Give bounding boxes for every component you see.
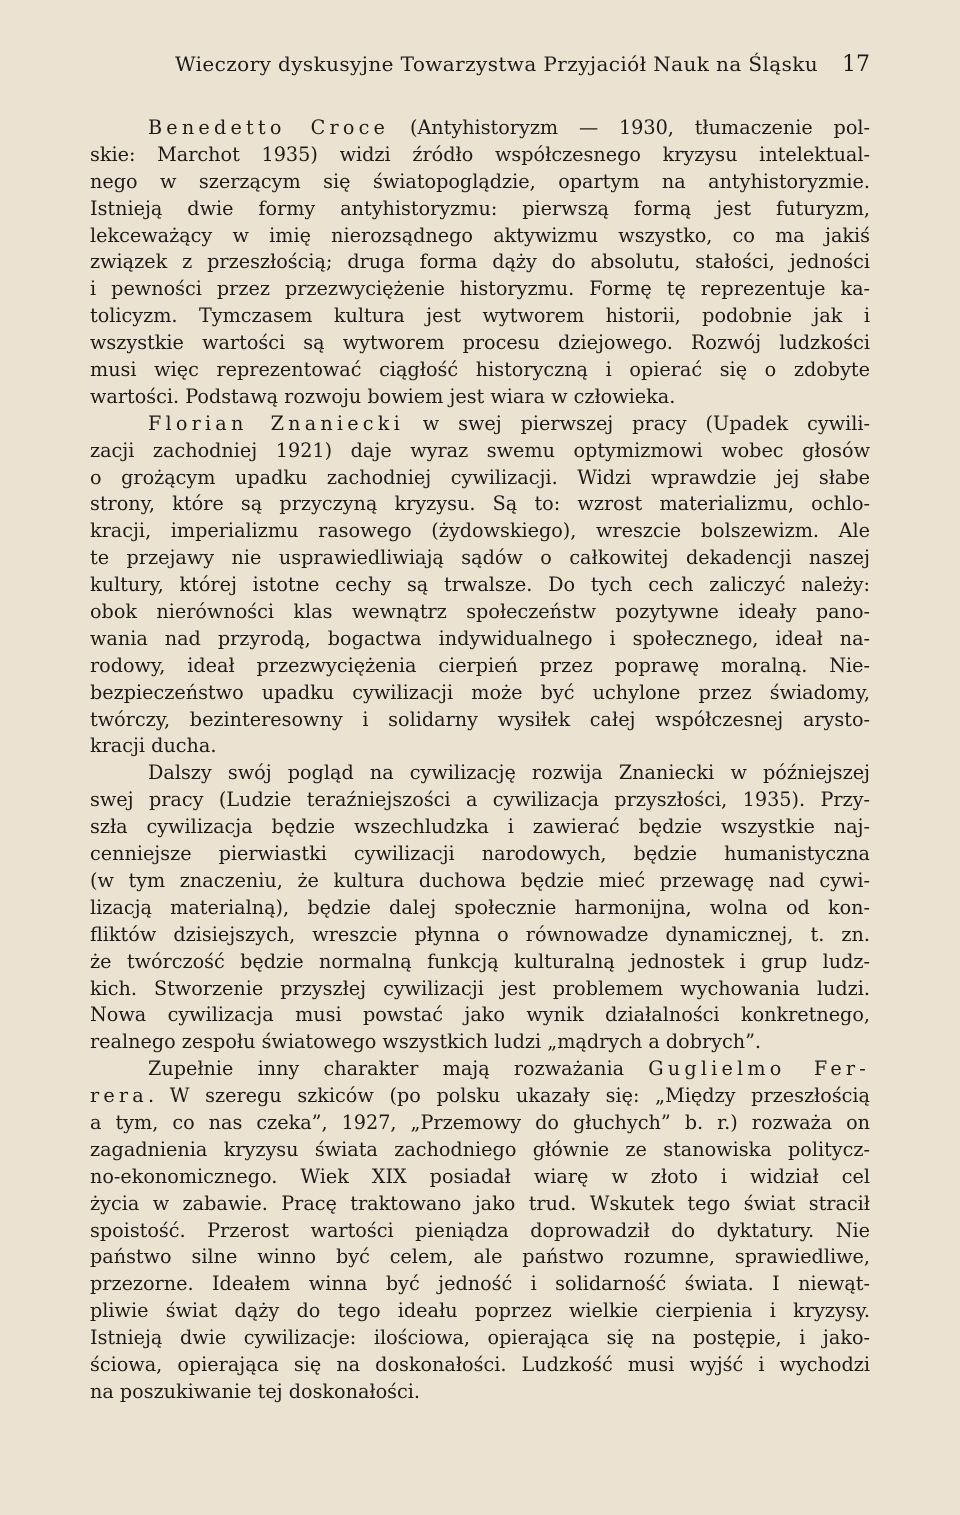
text-line: [90, 1164, 870, 1191]
line-text: ściowa, opierająca się na doskonałości. Ludzkość musi wyjść i wychodzi: [90, 1352, 870, 1376]
text-line: [90, 357, 870, 384]
line-text: związek z przeszłością; druga forma dąży do absolutu, stałości, jedności: [90, 250, 870, 274]
line-text: zacji zachodniej 1921) daje wyraz swemu optymizmowi wobec głosów: [90, 438, 870, 462]
line-text: lizacją materialną), będzie dalej społecznie harmonijna, wolna od kon-: [90, 895, 870, 919]
text-line: [90, 949, 870, 976]
line-text: życia w zabawie. Pracę traktowano jako trud. Wskutek tego świat stracił: [90, 1191, 870, 1215]
text-line: [90, 276, 870, 303]
line-text: wszystkie wartości są wytworem procesu dziejowego. Rozwój ludzkości: [90, 331, 870, 355]
line-text: zagadnienia kryzysu świata zachodniego głównie ze stanowiska politycz-: [90, 1137, 870, 1161]
line-text: szła cywilizacja będzie wszechludzka i zawierać będzie wszystkie naj-: [90, 815, 870, 839]
text-line: [90, 1244, 870, 1271]
text-line: [90, 1352, 870, 1379]
text-line: [90, 1002, 870, 1029]
text-line: [90, 518, 870, 545]
line-text: kracji, imperializmu rasowego (żydowskiego), wreszcie bolszewizm. Ale: [90, 519, 870, 543]
line-text: fliktów dzisiejszych, wreszcie płynna o równowadze dynamicznej, t. zn.: [90, 922, 870, 946]
line-text: . W szeregu szkiców (po polsku ukazały się: „Między przeszłością: [147, 1084, 870, 1108]
line-text: państwo silne winno być celem, ale państwo rozumne, sprawiedliwe,: [90, 1245, 870, 1269]
line-text: musi więc reprezentować ciągłość historyczną i opierać się o zdobyte: [90, 358, 870, 382]
text-line: [90, 787, 870, 814]
text-line: [90, 223, 870, 250]
text-line: [90, 303, 870, 330]
line-text: twórczy, bezinteresowny i solidarny wysiłek całej współczesnej arysto-: [90, 707, 870, 731]
text-line: [90, 1218, 870, 1245]
text-line: [90, 1110, 870, 1137]
line-text: na poszukiwanie tej doskonałości.: [90, 1379, 420, 1403]
line-text: kracji ducha.: [90, 734, 217, 758]
text-line: [90, 814, 870, 841]
text-line: [90, 1137, 870, 1164]
line-text: (w tym znaczeniu, że kultura duchowa będzie mieć przewagę nad cywi-: [90, 868, 870, 892]
line-text: nego w szerzącym się światopoglądzie, opartym na antyhistoryzmie.: [90, 169, 870, 193]
text-line: [90, 438, 870, 465]
line-text: Dalszy swój pogląd na cywilizację rozwija Znaniecki w późniejszej: [148, 761, 870, 785]
text-line: [90, 1056, 870, 1083]
body-text: [90, 115, 870, 1406]
text-line: [90, 868, 870, 895]
text-line: [90, 1029, 870, 1056]
text-line: [90, 491, 870, 518]
line-text: cenniejsze pierwiastki cywilizacji narodowych, będzie humanistyczna: [90, 842, 870, 866]
text-line: [90, 653, 870, 680]
text-line: [90, 599, 870, 626]
line-text: o grożącym upadku zachodniej cywilizacji. Widzi wprawdzie jej słabe: [90, 465, 870, 489]
text-line: [90, 572, 870, 599]
text-line: [90, 545, 870, 572]
text-line: [90, 1325, 870, 1352]
line-text: (Antyhistoryzm — 1930, tłumaczenie pol-: [389, 116, 870, 139]
spaced-author-name: Florian Znaniecki: [148, 411, 404, 435]
line-text: Zupełnie inny charakter mają rozważania: [148, 1057, 649, 1081]
text-line: [90, 465, 870, 492]
line-text: rodowy, ideał przezwyciężenia cierpień przez poprawę moralną. Nie-: [90, 653, 870, 677]
text-line: [90, 733, 870, 760]
line-text: bezpieczeństwo upadku cywilizacji może być uchylone przez świadomy,: [90, 680, 870, 704]
text-line: [90, 330, 870, 357]
line-text: obok nierówności klas wewnątrz społeczeństw pozytywne ideały pano-: [90, 600, 870, 624]
running-head: Wieczory dyskusyjne Towarzystwa Przyjaciół Nauk na Śląsku: [175, 52, 819, 76]
line-text: pliwie świat dąży do tego ideału poprzez wielkie cierpienia i kryzysy.: [90, 1299, 870, 1323]
text-line: [90, 1083, 870, 1110]
line-text: kultury, której istotne cechy są trwalsze. Do tych cech zaliczyć należy:: [90, 573, 870, 597]
line-text: i pewności przez przezwyciężenie historyzmu. Formę tę reprezentuje ka-: [90, 277, 870, 301]
text-line: [90, 1191, 870, 1218]
line-text: lekceważący w imię nierozsądnego aktywizmu wszystko, co ma jakiś: [90, 223, 870, 247]
line-text: że twórczość będzie normalną funkcją kulturalną jednostek i grup ludz-: [90, 949, 870, 973]
text-line: [90, 1298, 870, 1325]
line-text: swej pracy (Ludzie teraźniejszości a cywilizacja przyszłości, 1935). Przy-: [90, 788, 870, 812]
page-number: 17: [842, 52, 870, 77]
line-text: realnego zespołu światowego wszystkich ludzi „mądrych a dobrych”.: [90, 1030, 762, 1054]
spaced-author-name: Benedetto Croce: [148, 116, 390, 139]
line-text: skie: Marchot 1935) widzi źródło współczesnego kryzysu intelektual-: [90, 142, 870, 166]
line-text: tolicyzm. Tymczasem kultura jest wytworem historii, podobnie jak i: [90, 304, 870, 328]
text-line: [90, 976, 870, 1003]
page-header: [90, 52, 870, 88]
text-line: [90, 169, 870, 196]
line-text: wartości. Podstawą rozwoju bowiem jest wiara w człowieka.: [90, 384, 676, 408]
line-text: Istnieją dwie formy antyhistoryzmu: pierwszą formą jest futuryzm,: [90, 196, 870, 220]
line-text: a tym, co nas czeka”, 1927, „Przemowy do głuchych” b. r.) rozważa on: [90, 1110, 870, 1134]
text-line: [90, 384, 870, 411]
line-text: Nowa cywilizacja musi powstać jako wynik działalności konkretnego,: [90, 1003, 870, 1027]
text-line: [90, 249, 870, 276]
text-line: [90, 895, 870, 922]
text-line: [90, 142, 870, 169]
line-text: te przejawy nie usprawiedliwiają sądów o całkowitej dekadencji naszej: [90, 546, 870, 570]
line-text: przezorne. Ideałem winna być jedność i solidarność świata. I niewąt-: [90, 1272, 870, 1296]
text-line: [90, 411, 870, 438]
text-line: [90, 760, 870, 787]
text-line: [90, 707, 870, 734]
text-line: [90, 1379, 870, 1406]
spaced-author-name: rera: [90, 1084, 148, 1108]
text-line: [90, 1271, 870, 1298]
text-line: [90, 922, 870, 949]
line-text: w swej pierwszej pracy (Upadek cywili-: [403, 411, 870, 435]
spaced-author-name: Guglielmo Fer-: [648, 1057, 870, 1081]
text-line: [90, 680, 870, 707]
text-line: [90, 115, 870, 142]
line-text: Istnieją dwie cywilizacje: ilościowa, opierająca się na postępie, i jako-: [90, 1326, 870, 1350]
line-text: no-ekonomicznego. Wiek XIX posiadał wiarę w złoto i widział cel: [90, 1164, 870, 1188]
line-text: wania nad przyrodą, bogactwa indywidualnego i społecznego, ideał na-: [90, 626, 870, 650]
text-line: [90, 196, 870, 223]
text-line: [90, 626, 870, 653]
line-text: spoistość. Przerost wartości pieniądza doprowadził do dyktatury. Nie: [90, 1218, 870, 1242]
text-line: [90, 841, 870, 868]
line-text: strony, które są przyczyną kryzysu. Są to: wzrost materializmu, ochlo-: [90, 492, 870, 516]
line-text: kich. Stworzenie przyszłej cywilizacji jest problemem wychowania ludzi.: [90, 976, 870, 1000]
